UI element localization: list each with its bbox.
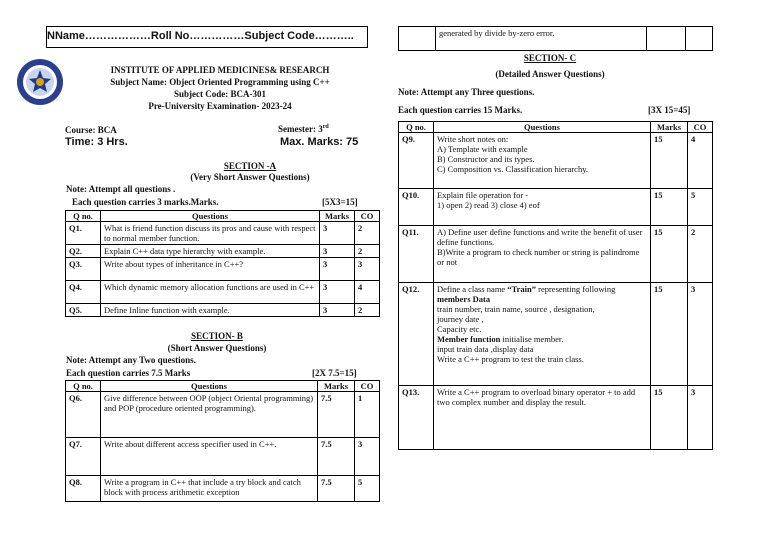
section-a-title: SECTION -A: [223, 161, 277, 171]
table-row: [66, 258, 380, 281]
table-row: [66, 245, 380, 258]
table-row: [66, 476, 380, 502]
q12-text-g: initialise member. input train data ,display data Write a C++ program to test the train class.: [437, 334, 584, 364]
question-marks: 7.5: [318, 392, 355, 438]
question-marks: 7.5: [318, 476, 355, 502]
question-marks: 15: [651, 189, 688, 226]
subject-code: Subject Code: BCA-301: [174, 89, 266, 99]
question-co: 3: [355, 258, 380, 281]
header-marks: Marks: [318, 381, 355, 392]
section-b-carries: Each question carries 7.5 Marks: [66, 368, 191, 378]
question-number: Q10.: [399, 189, 434, 226]
question-text: Write short notes on: A) Template with example B) Constructor and its types. C) Composition vs. Classification hierarchy.: [434, 133, 651, 189]
question-text: Write a program in C++ that include a try block and catch block with process arithmetic exception: [101, 476, 318, 502]
section-c-carries: Each question carries 15 Marks.: [398, 105, 523, 115]
question-marks: 3: [320, 245, 355, 258]
header-marks: Marks: [320, 211, 355, 222]
header-qno: Q no.: [66, 211, 101, 222]
question-marks: 3: [320, 258, 355, 281]
question-co: 3: [355, 438, 380, 476]
header-questions: Questions: [101, 381, 318, 392]
question-number: Q1.: [66, 222, 101, 245]
section-a-carries: Each question carries 3 marks.Marks.: [72, 197, 219, 207]
question-number: Q11.: [399, 226, 434, 283]
question-number: Q7.: [66, 438, 101, 476]
header-qno: Q no.: [66, 381, 101, 392]
question-co: 2: [355, 304, 380, 317]
question-text: Explain C++ data type hierarchy with example.: [101, 245, 320, 258]
question-text: Write about different access specifier used in C++.: [101, 438, 318, 476]
section-c-table: [398, 121, 713, 450]
question-marks: 15: [651, 226, 688, 283]
question-number: Q2.: [66, 245, 101, 258]
section-b-note: Note: Attempt any Two questions.: [66, 355, 196, 365]
continuation-co: [686, 27, 713, 51]
question-co: 4: [688, 133, 713, 189]
question-co: 2: [688, 226, 713, 283]
question-co: 2: [355, 245, 380, 258]
table-row: [66, 304, 380, 317]
section-a-scheme: [5X3=15]: [322, 197, 358, 207]
table-header-row: [66, 211, 380, 222]
header-marks: Marks: [651, 122, 688, 133]
table-row: [399, 189, 713, 226]
question-text: Which dynamic memory allocation functions are used in C++: [101, 281, 320, 304]
time-label: Time: 3 Hrs.: [65, 136, 128, 148]
question-number: Q6.: [66, 392, 101, 438]
question-co: 3: [688, 283, 713, 386]
q12-member-function: Member function: [437, 334, 501, 344]
question-marks: 15: [651, 386, 688, 450]
header-co: CO: [355, 381, 380, 392]
section-b-title: SECTION- B: [191, 331, 243, 341]
question-co: 3: [688, 386, 713, 450]
question-co: 5: [355, 476, 380, 502]
table-header-row: [399, 122, 713, 133]
question-marks: 15: [651, 133, 688, 189]
section-c-scheme: [3X 15=45]: [648, 105, 691, 115]
question-marks: 3: [320, 304, 355, 317]
question-co: 5: [688, 189, 713, 226]
header-questions: Questions: [434, 122, 651, 133]
section-c-subtitle: (Detailed Answer Questions): [495, 69, 605, 79]
question-number: Q4.: [66, 281, 101, 304]
q12-text-e: train number, train name, source , designation, journey date , Capacity etc.: [437, 304, 595, 334]
subject-name: Subject Name: Object Oriented Programming using C++: [110, 77, 330, 87]
question-marks: 15: [651, 283, 688, 386]
header-co: CO: [355, 211, 380, 222]
section-a-table: [65, 210, 380, 317]
question-text: Write about types of inheritance in C++?: [101, 258, 320, 281]
exam-title: Pre-University Examination- 2023-24: [148, 101, 292, 111]
section-b-table: [65, 380, 380, 502]
continuation-text: generated by divide by-zero error.: [436, 27, 647, 51]
table-row: [66, 392, 380, 438]
student-info-text: NName………………Roll No……………Subject Code………..: [47, 30, 354, 42]
institute-name: INSTITUTE OF APPLIED MEDICINES& RESEARCH: [110, 65, 330, 75]
question-number: Q8.: [66, 476, 101, 502]
section-b-scheme: [2X 7.5=15]: [312, 368, 357, 378]
header-qno: Q no.: [399, 122, 434, 133]
table-row: [399, 386, 713, 450]
question-text: Write a C++ program to overload binary operator + to add two complex number and display the result.: [434, 386, 651, 450]
continuation-qno: [399, 27, 436, 51]
institute-logo: [16, 58, 64, 106]
table-row: [399, 133, 713, 189]
q12-class-name: “Train”: [507, 284, 536, 294]
question-text: Give difference between OOP (object Oriental programming) and POP (procedure oriented programming).: [101, 392, 318, 438]
student-info-line: [46, 26, 368, 48]
question-text: Explain file operation for - 1) open 2) read 3) close 4) eof: [434, 189, 651, 226]
question-text: A) Define user define functions and write the benefit of user define functions. B)Write a program to check number or string is palindrome or not: [434, 226, 651, 283]
section-b-subtitle: (Short Answer Questions): [167, 343, 267, 353]
header-co: CO: [688, 122, 713, 133]
max-marks-label: Max. Marks: 75: [280, 136, 359, 148]
question-co: 1: [355, 392, 380, 438]
question-co: 2: [355, 222, 380, 245]
section-a-subtitle: (Very Short Answer Questions): [190, 172, 310, 182]
continuation-marks: [647, 27, 686, 51]
section-c-title: SECTION- C: [523, 53, 577, 63]
table-row: [66, 438, 380, 476]
seal-icon: [16, 58, 64, 106]
table-row: [399, 27, 713, 51]
table-header-row: [66, 381, 380, 392]
question-number: Q12.: [399, 283, 434, 386]
course-label: Course: BCA: [65, 125, 117, 135]
semester-text: Semester: 3: [278, 124, 323, 134]
table-row: [399, 226, 713, 283]
question-text: What is friend function discuss its pros and cause with respect to normal member function.: [101, 222, 320, 245]
question-co: 4: [355, 281, 380, 304]
semester-label: [278, 124, 329, 134]
question-number: Q3.: [66, 258, 101, 281]
table-row: [66, 281, 380, 304]
section-a-note: Note: Attempt all questions .: [66, 184, 176, 194]
header-questions: Questions: [101, 211, 320, 222]
semester-sup: rd: [322, 124, 329, 130]
q12-text-a: Define a class name: [437, 284, 508, 294]
question-number: Q5.: [66, 304, 101, 317]
table-row: [66, 222, 380, 245]
question-text: [434, 283, 651, 386]
question-marks: 3: [320, 281, 355, 304]
continuation-table: [398, 26, 713, 51]
question-marks: 3: [320, 222, 355, 245]
q12-text-c: representing following: [536, 284, 616, 294]
question-number: Q9.: [399, 133, 434, 189]
section-c-note: Note: Attempt any Three questions.: [398, 87, 535, 97]
table-row: [399, 283, 713, 386]
question-number: Q13.: [399, 386, 434, 450]
q12-members-data: members Data: [437, 294, 491, 304]
question-text: Define Inline function with example.: [101, 304, 320, 317]
question-marks: 7.5: [318, 438, 355, 476]
